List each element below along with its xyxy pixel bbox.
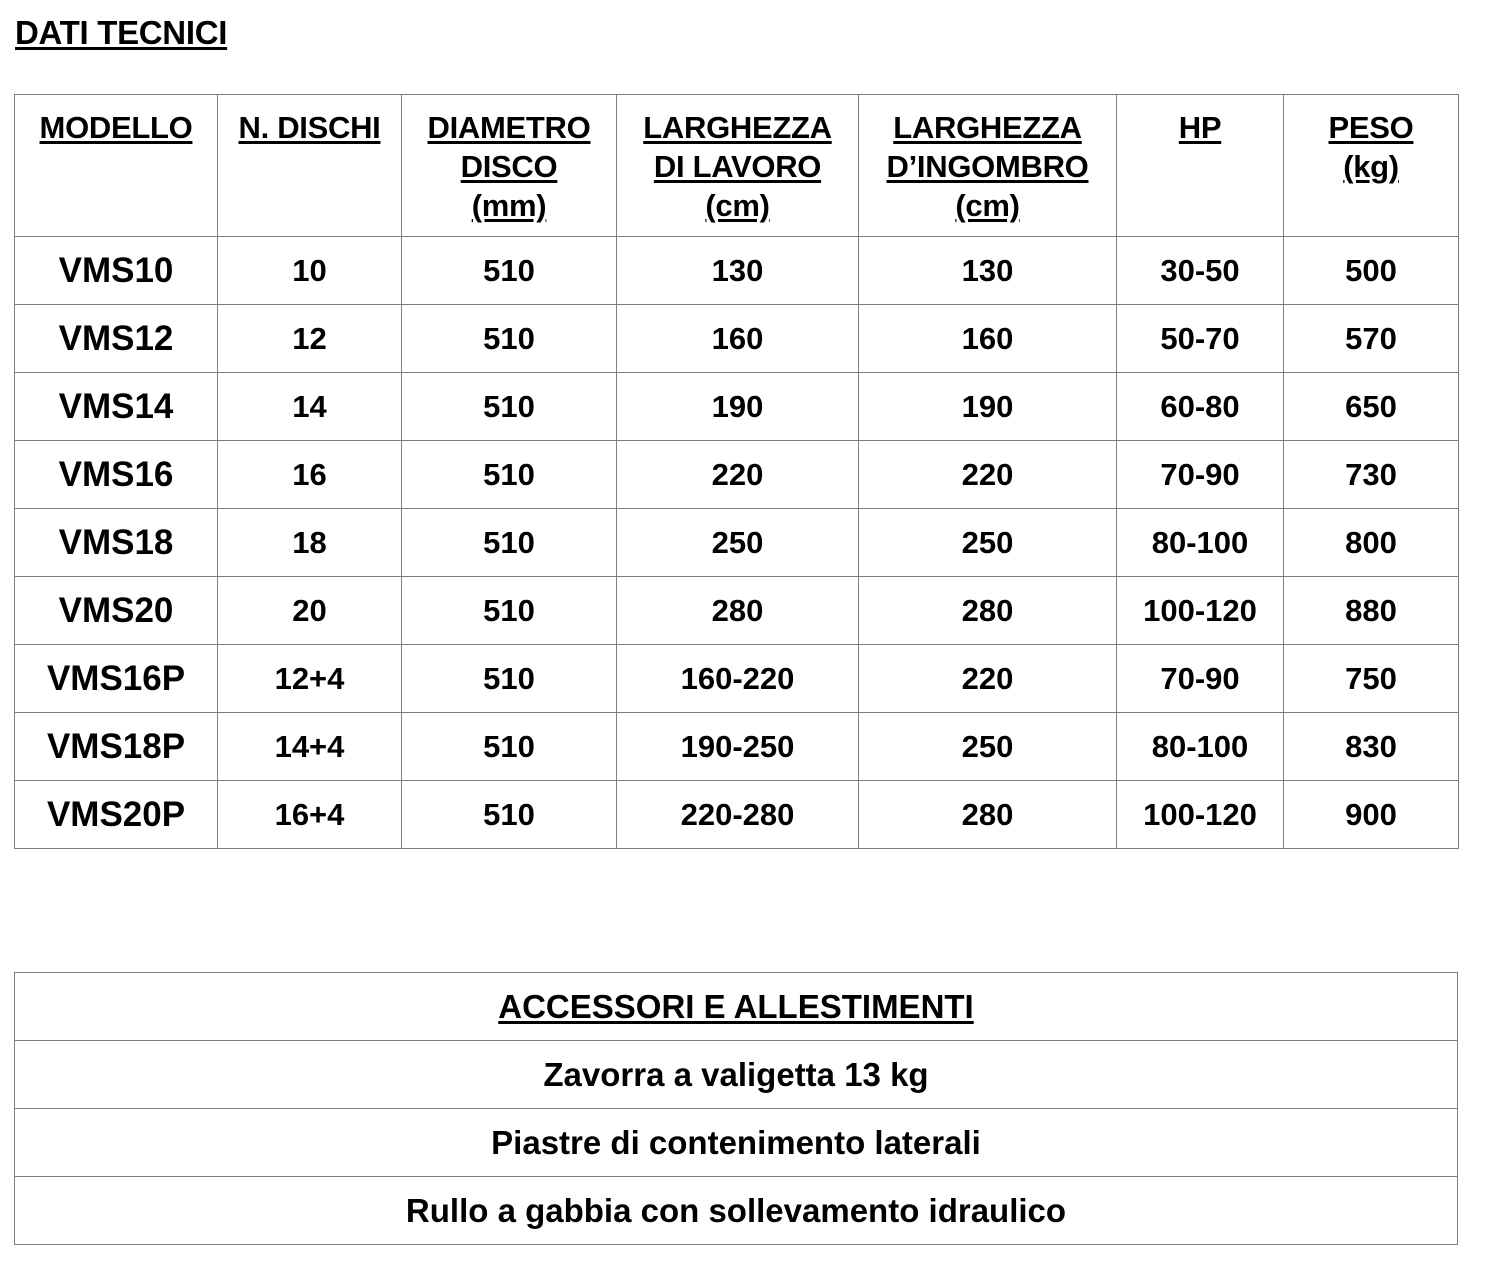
- cell-larghezza-lavoro: 190-250: [617, 713, 859, 781]
- cell-peso: 900: [1284, 781, 1459, 849]
- cell-larghezza-ingombro: 250: [859, 713, 1117, 781]
- cell-hp: 100-120: [1117, 577, 1284, 645]
- cell-dischi: 16: [218, 441, 402, 509]
- cell-peso: 500: [1284, 237, 1459, 305]
- cell-peso: 730: [1284, 441, 1459, 509]
- cell-peso: 880: [1284, 577, 1459, 645]
- table-row: [15, 237, 1459, 305]
- accessory-item: Rullo a gabbia con sollevamento idraulico: [15, 1177, 1458, 1245]
- cell-peso: 750: [1284, 645, 1459, 713]
- table-row: [15, 781, 1459, 849]
- cell-hp: 30-50: [1117, 237, 1284, 305]
- table-row: [15, 373, 1459, 441]
- cell-dischi: 16+4: [218, 781, 402, 849]
- cell-dischi: 20: [218, 577, 402, 645]
- cell-larghezza-lavoro: 160: [617, 305, 859, 373]
- cell-model: VMS12: [15, 305, 218, 373]
- cell-larghezza-lavoro: 220-280: [617, 781, 859, 849]
- cell-model: VMS14: [15, 373, 218, 441]
- table-row: [15, 645, 1459, 713]
- cell-diametro: 510: [402, 645, 617, 713]
- cell-diametro: 510: [402, 781, 617, 849]
- table-row: [15, 577, 1459, 645]
- table-row: [15, 441, 1459, 509]
- cell-model: VMS16: [15, 441, 218, 509]
- cell-hp: 60-80: [1117, 373, 1284, 441]
- cell-peso: 650: [1284, 373, 1459, 441]
- table-row: [15, 713, 1459, 781]
- cell-model: VMS20P: [15, 781, 218, 849]
- accessory-item: Piastre di contenimento laterali: [15, 1109, 1458, 1177]
- cell-hp: 100-120: [1117, 781, 1284, 849]
- cell-dischi: 10: [218, 237, 402, 305]
- cell-diametro: 510: [402, 509, 617, 577]
- cell-larghezza-ingombro: 190: [859, 373, 1117, 441]
- header-modello: MODELLO: [15, 95, 218, 237]
- list-item: [15, 1041, 1458, 1109]
- cell-larghezza-lavoro: 160-220: [617, 645, 859, 713]
- header-hp: HP: [1117, 95, 1284, 237]
- cell-larghezza-ingombro: 220: [859, 645, 1117, 713]
- cell-larghezza-lavoro: 280: [617, 577, 859, 645]
- accessories-table: [14, 972, 1458, 1245]
- cell-peso: 570: [1284, 305, 1459, 373]
- header-diametro-disco: DIAMETRO DISCO (mm): [402, 95, 617, 237]
- table-row: [15, 509, 1459, 577]
- cell-larghezza-ingombro: 280: [859, 577, 1117, 645]
- cell-model: VMS18: [15, 509, 218, 577]
- cell-peso: 800: [1284, 509, 1459, 577]
- cell-larghezza-lavoro: 220: [617, 441, 859, 509]
- cell-model: VMS20: [15, 577, 218, 645]
- cell-larghezza-ingombro: 160: [859, 305, 1117, 373]
- cell-hp: 70-90: [1117, 441, 1284, 509]
- cell-dischi: 14+4: [218, 713, 402, 781]
- accessories-title: ACCESSORI E ALLESTIMENTI: [15, 973, 1458, 1041]
- header-peso: PESO (kg): [1284, 95, 1459, 237]
- cell-diametro: 510: [402, 577, 617, 645]
- cell-diametro: 510: [402, 373, 617, 441]
- cell-hp: 80-100: [1117, 509, 1284, 577]
- cell-larghezza-lavoro: 130: [617, 237, 859, 305]
- cell-larghezza-ingombro: 280: [859, 781, 1117, 849]
- cell-larghezza-ingombro: 220: [859, 441, 1117, 509]
- header-larghezza-ingombro: LARGHEZZA D’INGOMBRO (cm): [859, 95, 1117, 237]
- cell-model: VMS10: [15, 237, 218, 305]
- cell-larghezza-lavoro: 190: [617, 373, 859, 441]
- cell-diametro: 510: [402, 713, 617, 781]
- cell-hp: 50-70: [1117, 305, 1284, 373]
- cell-model: VMS16P: [15, 645, 218, 713]
- cell-larghezza-ingombro: 130: [859, 237, 1117, 305]
- cell-dischi: 14: [218, 373, 402, 441]
- list-item: [15, 1109, 1458, 1177]
- table-header-row: [15, 95, 1459, 237]
- list-item: [15, 1177, 1458, 1245]
- cell-diametro: 510: [402, 441, 617, 509]
- header-n-dischi: N. DISCHI: [218, 95, 402, 237]
- cell-dischi: 18: [218, 509, 402, 577]
- page-title: DATI TECNICI: [15, 14, 228, 51]
- table-row: [15, 305, 1459, 373]
- cell-larghezza-ingombro: 250: [859, 509, 1117, 577]
- header-larghezza-lavoro: LARGHEZZA DI LAVORO (cm): [617, 95, 859, 237]
- cell-diametro: 510: [402, 237, 617, 305]
- technical-data-table: [14, 94, 1459, 849]
- accessory-item: Zavorra a valigetta 13 kg: [15, 1041, 1458, 1109]
- cell-larghezza-lavoro: 250: [617, 509, 859, 577]
- cell-diametro: 510: [402, 305, 617, 373]
- cell-peso: 830: [1284, 713, 1459, 781]
- cell-dischi: 12: [218, 305, 402, 373]
- cell-hp: 70-90: [1117, 645, 1284, 713]
- cell-dischi: 12+4: [218, 645, 402, 713]
- accessories-header-row: [15, 973, 1458, 1041]
- cell-hp: 80-100: [1117, 713, 1284, 781]
- cell-model: VMS18P: [15, 713, 218, 781]
